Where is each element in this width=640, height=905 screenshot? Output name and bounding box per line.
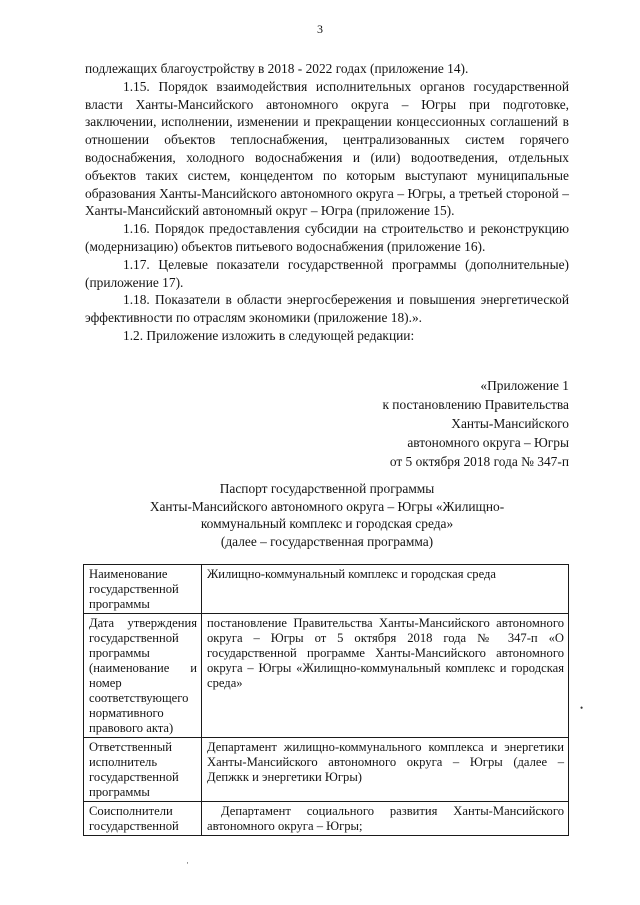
paragraph-1-2: 1.2. Приложение изложить в следующей редакции: bbox=[123, 327, 415, 343]
row-value: Жилищно-коммунальный комплекс и городская среда bbox=[202, 565, 569, 614]
paragraph-continuation: подлежащих благоустройству в 2018 - 2022 годах (приложение 14). bbox=[85, 61, 469, 76]
appendix-line-2: к постановлению Правительства bbox=[382, 397, 569, 412]
appendix-line-3: Ханты-Мансийского bbox=[451, 416, 569, 431]
table-row bbox=[84, 738, 569, 802]
table-row bbox=[84, 802, 569, 836]
row-label: Ответственный исполнитель государственной программы bbox=[84, 738, 202, 802]
paragraph-1-18: 1.18. Показатели в области энергосбережения и повышения энергетической эффективности по отраслям экономики (приложение 18).». bbox=[85, 292, 569, 326]
table-row bbox=[84, 614, 569, 738]
table-row bbox=[84, 565, 569, 614]
passport-title bbox=[85, 480, 569, 550]
paragraph-1-15: 1.15. Порядок взаимодействия исполнительных органов государственной власти Ханты-Мансийского автономного округа – Югры при подготовке, заключении, исполнении, изменении и прекращении концессионных соглашений в отношении объектов теплоснабжения, централизованных систем горячего водоснабжения, холодного водоснабжения и (или) водоотведения, отдельных объектов таких систем, концедентом по которым выступают муниципальные образования Ханты-Мансийского автономного округа – Югры, а третьей стороной – Ханты-Мансийский автономный округ – Югра (приложение 15). bbox=[85, 78, 569, 219]
row-label: Соисполнители государственной bbox=[84, 802, 202, 836]
scan-dot: • bbox=[580, 703, 584, 713]
scan-dot: · bbox=[186, 858, 189, 868]
body-text bbox=[85, 60, 569, 345]
row-label: Наименование государственной программы bbox=[84, 565, 202, 614]
paragraph-1-17: 1.17. Целевые показатели государственной программы (дополнительные) (приложение 17). bbox=[85, 256, 569, 290]
passport-title-line-4: (далее – государственная программа) bbox=[220, 533, 434, 549]
paragraph-1-16: 1.16. Порядок предоставления субсидии на строительство и реконструкцию (модернизацию) объектов питьевого водоснабжения (приложение 16). bbox=[85, 221, 569, 254]
appendix-line-5: от 5 октября 2018 года № 347-п bbox=[389, 454, 569, 469]
passport-table bbox=[83, 564, 569, 836]
row-value: Департамент социального развития Ханты-Мансийского автономного округа – Югры; bbox=[202, 802, 569, 836]
appendix-reference bbox=[382, 376, 569, 471]
appendix-line-1: «Приложение 1 bbox=[480, 378, 569, 393]
row-label: Дата утверждения государственной программы (наименование и номер соответствующего нормативного правового акта) bbox=[84, 614, 202, 738]
passport-title-line-3: коммунальный комплекс и городская среда» bbox=[200, 516, 454, 531]
appendix-line-4: автономного округа – Югры bbox=[407, 435, 569, 450]
row-value: Департамент жилищно-коммунального комплекса и энергетики Ханты-Мансийского автономного округа – Югры (далее – Депжкк и энергетики Югры) bbox=[202, 738, 569, 802]
row-value: постановление Правительства Ханты-Мансийского автономного округа – Югры от 5 октября 2018 года № 347-п «О государственной программе Ханты-Мансийского автономного округа – Югры «Жилищно-коммунальный комплекс и городская среда» bbox=[202, 614, 569, 738]
passport-title-line-1: Паспорт государственной программы bbox=[219, 481, 435, 496]
page-number: 3 bbox=[317, 22, 323, 36]
passport-title-line-2: Ханты-Мансийского автономного округа – Югры «Жилищно- bbox=[149, 498, 505, 514]
